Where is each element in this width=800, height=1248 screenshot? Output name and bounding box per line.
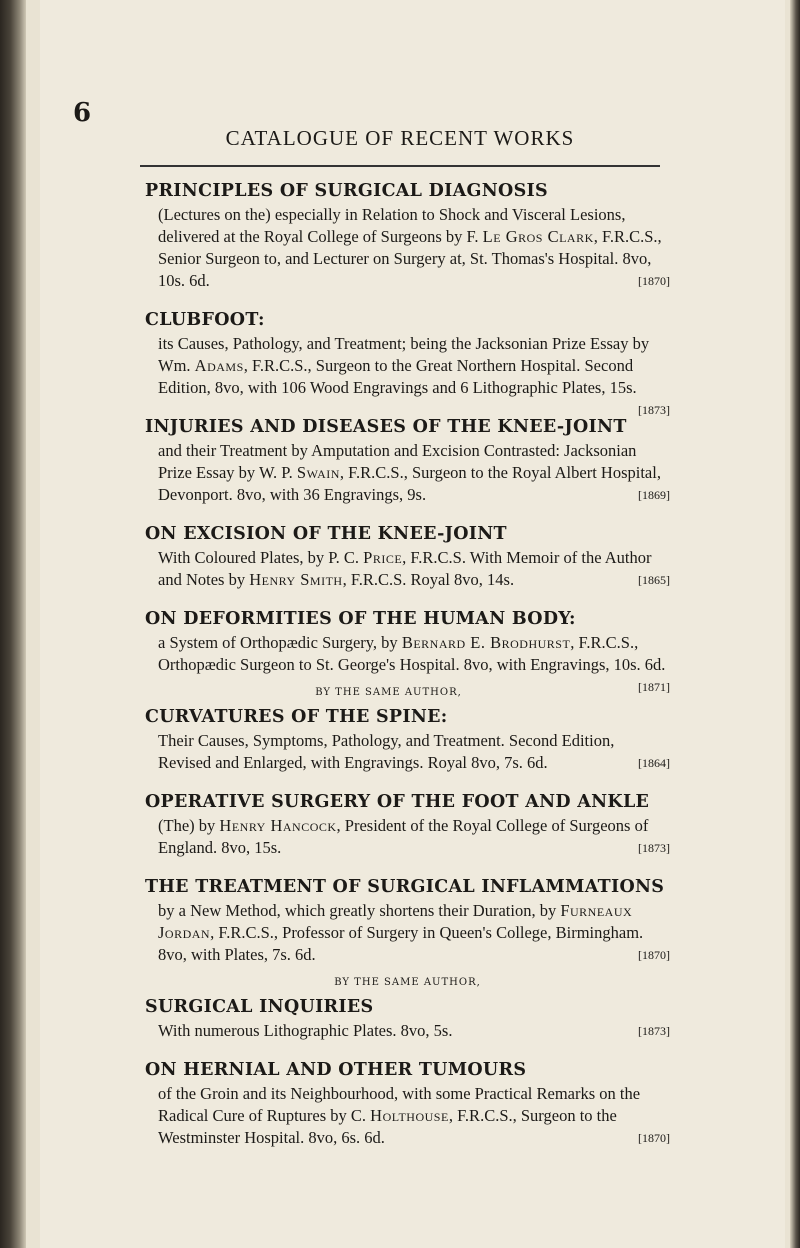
entry-text: its Causes, Pathology, and Treatment; being the Jacksonian Prize Essay by Wm. — [158, 334, 650, 375]
catalogue-entry — [145, 1057, 670, 1149]
entry-year: [1864] — [638, 756, 670, 770]
entry-description — [145, 815, 670, 859]
entry-description — [145, 204, 670, 292]
entry-title: PRINCIPLES OF SURGICAL DIAGNOSIS — [145, 181, 548, 201]
catalogue-entry — [145, 874, 670, 966]
entry-text: With Coloured Plates, by P. C. — [158, 548, 360, 567]
entry-title: ON HERNIAL AND OTHER TUMOURS — [145, 1060, 527, 1080]
entry-text: , F.R.C.S., Professor of Surgery in Queen's College, Birmingham. 8vo, with Plates, 7s. 6d. — [158, 923, 644, 964]
entry-text: and their Treatment by Amputation and Excision Contrasted: Jacksonian Prize Essay by W. P. — [158, 441, 637, 482]
entry-text: Their Causes, Symptoms, Pathology, and Treatment. Second Edition, Revised and Enlarged, with Engravings. Royal 8vo, 7s. 6d. — [158, 731, 615, 772]
entry-year: [1870] — [638, 1131, 670, 1145]
entry-text: , F.R.C.S., Surgeon to the Royal Albert Hospital, Devonport. 8vo, with 36 Engravings, 9s. — [158, 463, 661, 504]
entry-text: , F.R.C.S., Orthopædic Surgeon to St. George's Hospital. 8vo, with Engravings, 10s. 6d. — [158, 633, 666, 674]
entry-text: by a New Method, which greatly shortens their Duration, by — [158, 901, 557, 920]
entry-author: Henry Smith — [249, 570, 343, 589]
entry-title: ON DEFORMITIES OF THE HUMAN BODY: — [145, 609, 576, 629]
catalogue-entry — [145, 789, 670, 859]
catalogue-entry — [145, 414, 670, 506]
book-spine-shadow — [0, 0, 26, 1248]
entry-text: (Lectures on the) especially in Relation to Shock and Visceral Lesions, delivered at the Royal College of Surgeons by F. — [158, 205, 626, 246]
entry-year: [1869] — [638, 488, 670, 502]
entry-text: of the Groin and its Neighbourhood, with some Practical Remarks on the Radical Cure of Ruptures by C. — [158, 1084, 641, 1125]
entry-author: Price — [363, 548, 403, 567]
entry-title: OPERATIVE SURGERY OF THE FOOT AND ANKLE — [145, 792, 650, 812]
entry-description — [145, 730, 670, 774]
entry-text: With numerous Lithographic Plates. 8vo, 5s. — [158, 1021, 453, 1040]
entry-year: [1873] — [638, 1024, 670, 1038]
entry-title: CLUBFOOT: — [145, 310, 265, 330]
entry-author: Adams — [194, 356, 244, 375]
entry-author: Henry Hancock — [219, 816, 337, 835]
entry-text: , F.R.C.S. Royal 8vo, 14s. — [342, 570, 515, 589]
by-same-author-note: BY THE SAME AUTHOR, — [315, 687, 462, 698]
entry-year: [1870] — [638, 948, 670, 962]
entry-title: THE TREATMENT OF SURGICAL INFLAMMATIONS — [145, 877, 665, 897]
entry-text: , President of the Royal College of Surgeons of England. 8vo, 15s. — [158, 816, 649, 857]
entry-year: [1871] — [638, 680, 670, 694]
entry-title: INJURIES AND DISEASES OF THE KNEE-JOINT — [145, 417, 627, 437]
header-rule — [140, 165, 660, 167]
entry-author: Le Gros Clark — [482, 227, 594, 246]
entry-text: , F.R.C.S., Surgeon to the Great Northern Hospital. Second Edition, 8vo, with 106 Wood Engravings and 6 Lithographic Plates, 15s. — [158, 356, 637, 397]
entry-year: [1873] — [638, 403, 670, 417]
entry-description — [145, 440, 670, 506]
by-same-author-note: BY THE SAME AUTHOR, — [334, 977, 481, 988]
entry-title: SURGICAL INQUIRIES — [145, 997, 374, 1017]
entry-title: ON EXCISION OF THE KNEE-JOINT — [145, 524, 507, 544]
entry-year: [1873] — [638, 841, 670, 855]
entry-text: , F.R.C.S., Senior Surgeon to, and Lecturer on Surgery at, St. Thomas's Hospital. 8vo, 10s. 6d. — [158, 227, 662, 290]
page-edge-shadow — [790, 0, 800, 1248]
entry-text: , F.R.C.S., Surgeon to the Westminster Hospital. 8vo, 6s. 6d. — [158, 1106, 617, 1147]
entry-author: Swain — [296, 463, 340, 482]
entry-year: [1865] — [638, 573, 670, 587]
entry-author: Bernard E. Brodhurst — [401, 633, 571, 652]
catalogue-entry — [145, 977, 670, 1042]
catalogue-entry — [145, 307, 670, 417]
entry-description — [145, 1020, 670, 1042]
entry-description — [145, 547, 670, 591]
entry-author: Holthouse — [370, 1106, 449, 1125]
page-number: 6 — [73, 98, 92, 128]
entry-text: a System of Orthopædic Surgery, by — [158, 633, 398, 652]
catalogue-entry — [145, 687, 670, 774]
entry-author: Furneaux Jordan — [158, 901, 633, 942]
catalogue-entries — [145, 178, 670, 1164]
entry-year: [1870] — [638, 274, 670, 288]
entry-text: , F.R.C.S. With Memoir of the Author and Notes by — [158, 548, 652, 589]
entry-text: (The) by — [158, 816, 216, 835]
entry-title: CURVATURES OF THE SPINE: — [145, 707, 448, 727]
running-head: CATALOGUE OF RECENT WORKS — [225, 126, 575, 150]
catalogue-entry — [145, 521, 670, 591]
catalogue-entry — [145, 178, 670, 292]
entry-description — [145, 333, 670, 417]
entry-description — [145, 900, 670, 966]
entry-description — [145, 1083, 670, 1149]
